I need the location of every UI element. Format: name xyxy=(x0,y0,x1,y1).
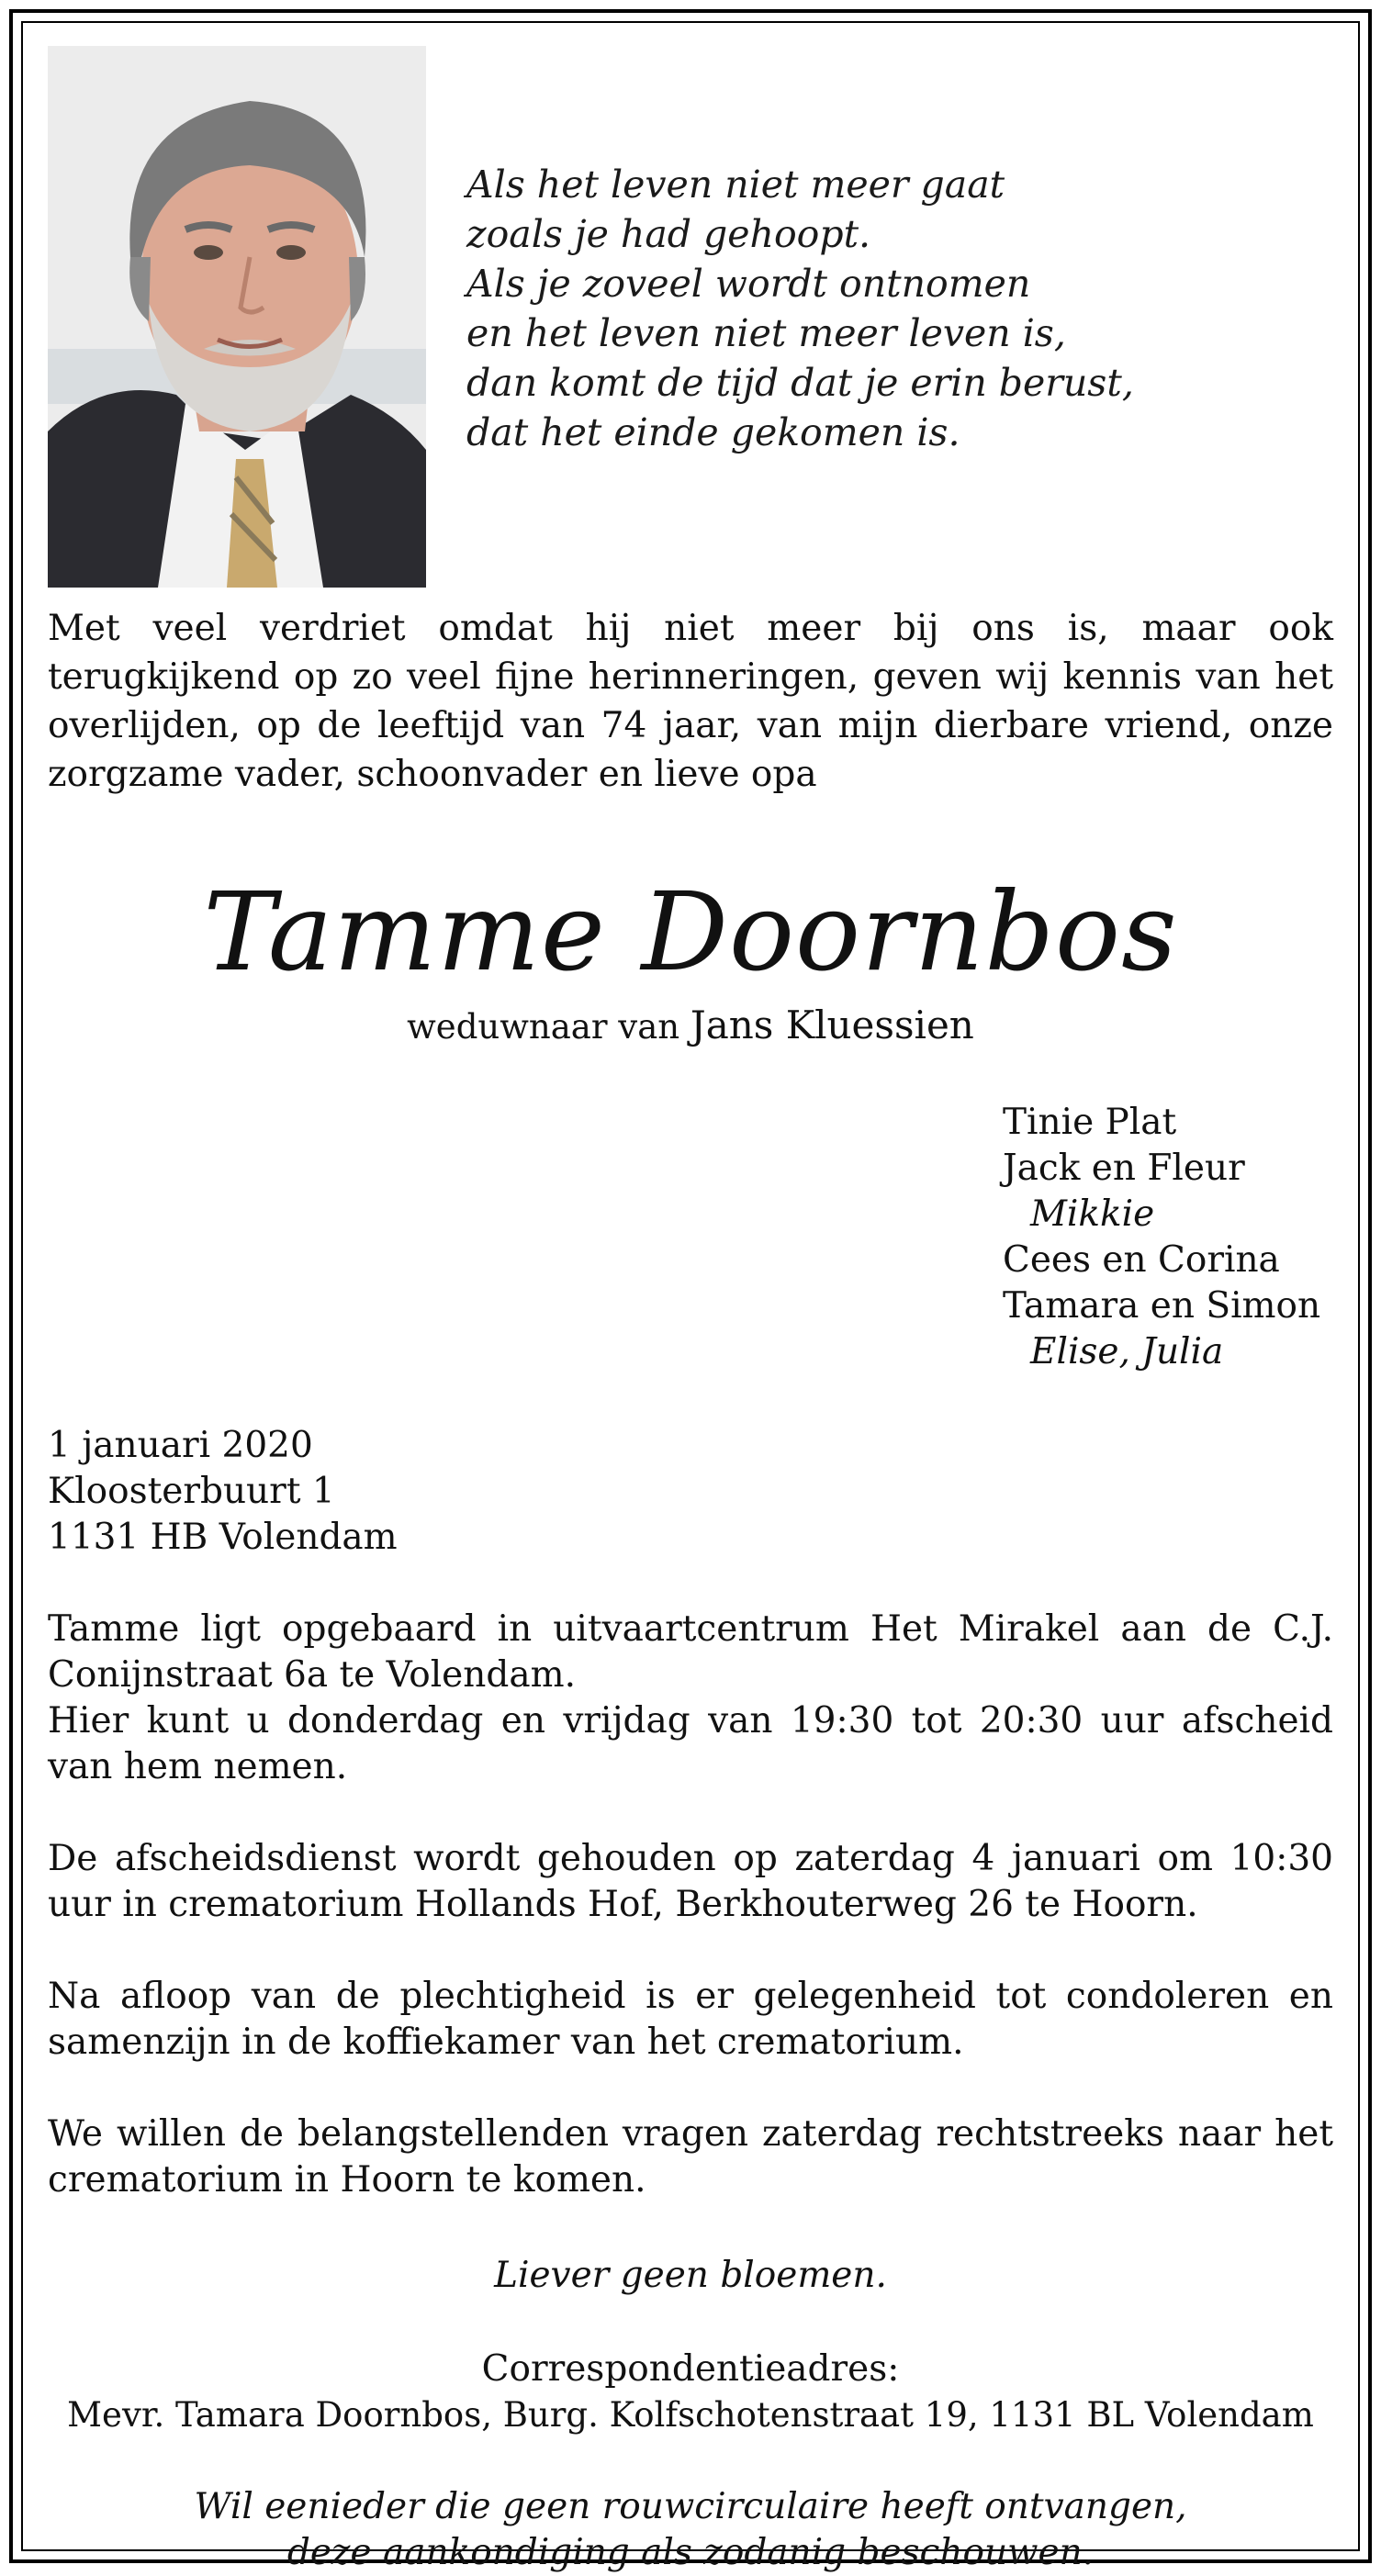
portrait-photo xyxy=(48,46,426,588)
closing-line-2: deze aankondiging als zodanig beschouwen. xyxy=(286,2532,1095,2573)
poem-line: Als je zoveel wordt ontnomen xyxy=(466,262,1031,306)
poem-line: en het leven niet meer leven is, xyxy=(466,311,1066,355)
correspondence-label: Correspondentieadres: xyxy=(481,2348,900,2390)
family-line: Jack en Fleur xyxy=(1003,1148,1245,1189)
farewell-paragraph: Hier kunt u donderdag en vrijdag van 19:30 tot 20:30 uur afscheid van hem nemen. xyxy=(48,1700,1333,1787)
family-list xyxy=(1003,1100,1320,1375)
poem xyxy=(466,160,1134,457)
poem-line: Als het leven niet meer gaat xyxy=(466,162,1005,207)
home-address xyxy=(48,1423,398,1561)
spouse-name: Jans Kluessien xyxy=(690,1002,974,1047)
correspondence-address: Mevr. Tamara Doornbos, Burg. Kolfschotenstraat 19, 1131 BL Volendam xyxy=(67,2395,1314,2435)
closing-line-1: Wil eenieder die geen rouwcirculaire heeft ontvangen, xyxy=(194,2486,1187,2527)
laid-out-paragraph: Tamme ligt opgebaard in uitvaartcentrum Het Mirakel aan de C.J. Conijnstraat 6a te Volendam. xyxy=(48,1608,1333,1696)
poem-line: dat het einde gekomen is. xyxy=(466,410,960,454)
widower-prefix: weduwnaar van xyxy=(407,1007,680,1047)
poem-line: dan komt de tijd dat je erin berust, xyxy=(466,361,1134,405)
grandchild-line: Elise, Julia xyxy=(1030,1331,1224,1372)
family-line: Tinie Plat xyxy=(1003,1102,1177,1143)
intro-text: Met veel verdriet omdat hij niet meer bij ons is, maar ook terugkijkend op zo veel fijne herinneringen, geven wij kennis van het overlijden, op de leeftijd van 74 jaar, van mijn dierbare vriend, onze zorgzame vader, schoonvader en lieve opa xyxy=(48,608,1333,795)
poem-line: zoals je had gehoopt. xyxy=(466,212,871,256)
condolence-paragraph: Na afloop van de plechtigheid is er gelegenheid tot condoleren en samenzijn in de koffiekamer van het crematorium. xyxy=(48,1976,1333,2063)
service-paragraph: De afscheidsdienst wordt gehouden op zaterdag 4 januari om 10:30 uur in crematorium Hollands Hof, Berkhouterweg 26 te Hoorn. xyxy=(48,1838,1333,1925)
postcode-city: 1131 HB Volendam xyxy=(48,1517,398,1558)
widower-line xyxy=(48,1001,1333,1052)
family-line: Tamara en Simon xyxy=(1003,1285,1321,1327)
family-line: Cees en Corina xyxy=(1003,1239,1280,1281)
deceased-name: Tamme Doornbos xyxy=(203,868,1178,995)
request-paragraph: We willen de belangstellenden vragen zaterdag rechtstreeks naar het crematorium in Hoorn te komen. xyxy=(48,2113,1333,2201)
date-of-death: 1 januari 2020 xyxy=(48,1425,313,1466)
street: Kloosterbuurt 1 xyxy=(48,1471,335,1512)
grandchild-line: Mikkie xyxy=(1030,1193,1155,1235)
no-flowers-note: Liever geen bloemen. xyxy=(494,2255,887,2296)
